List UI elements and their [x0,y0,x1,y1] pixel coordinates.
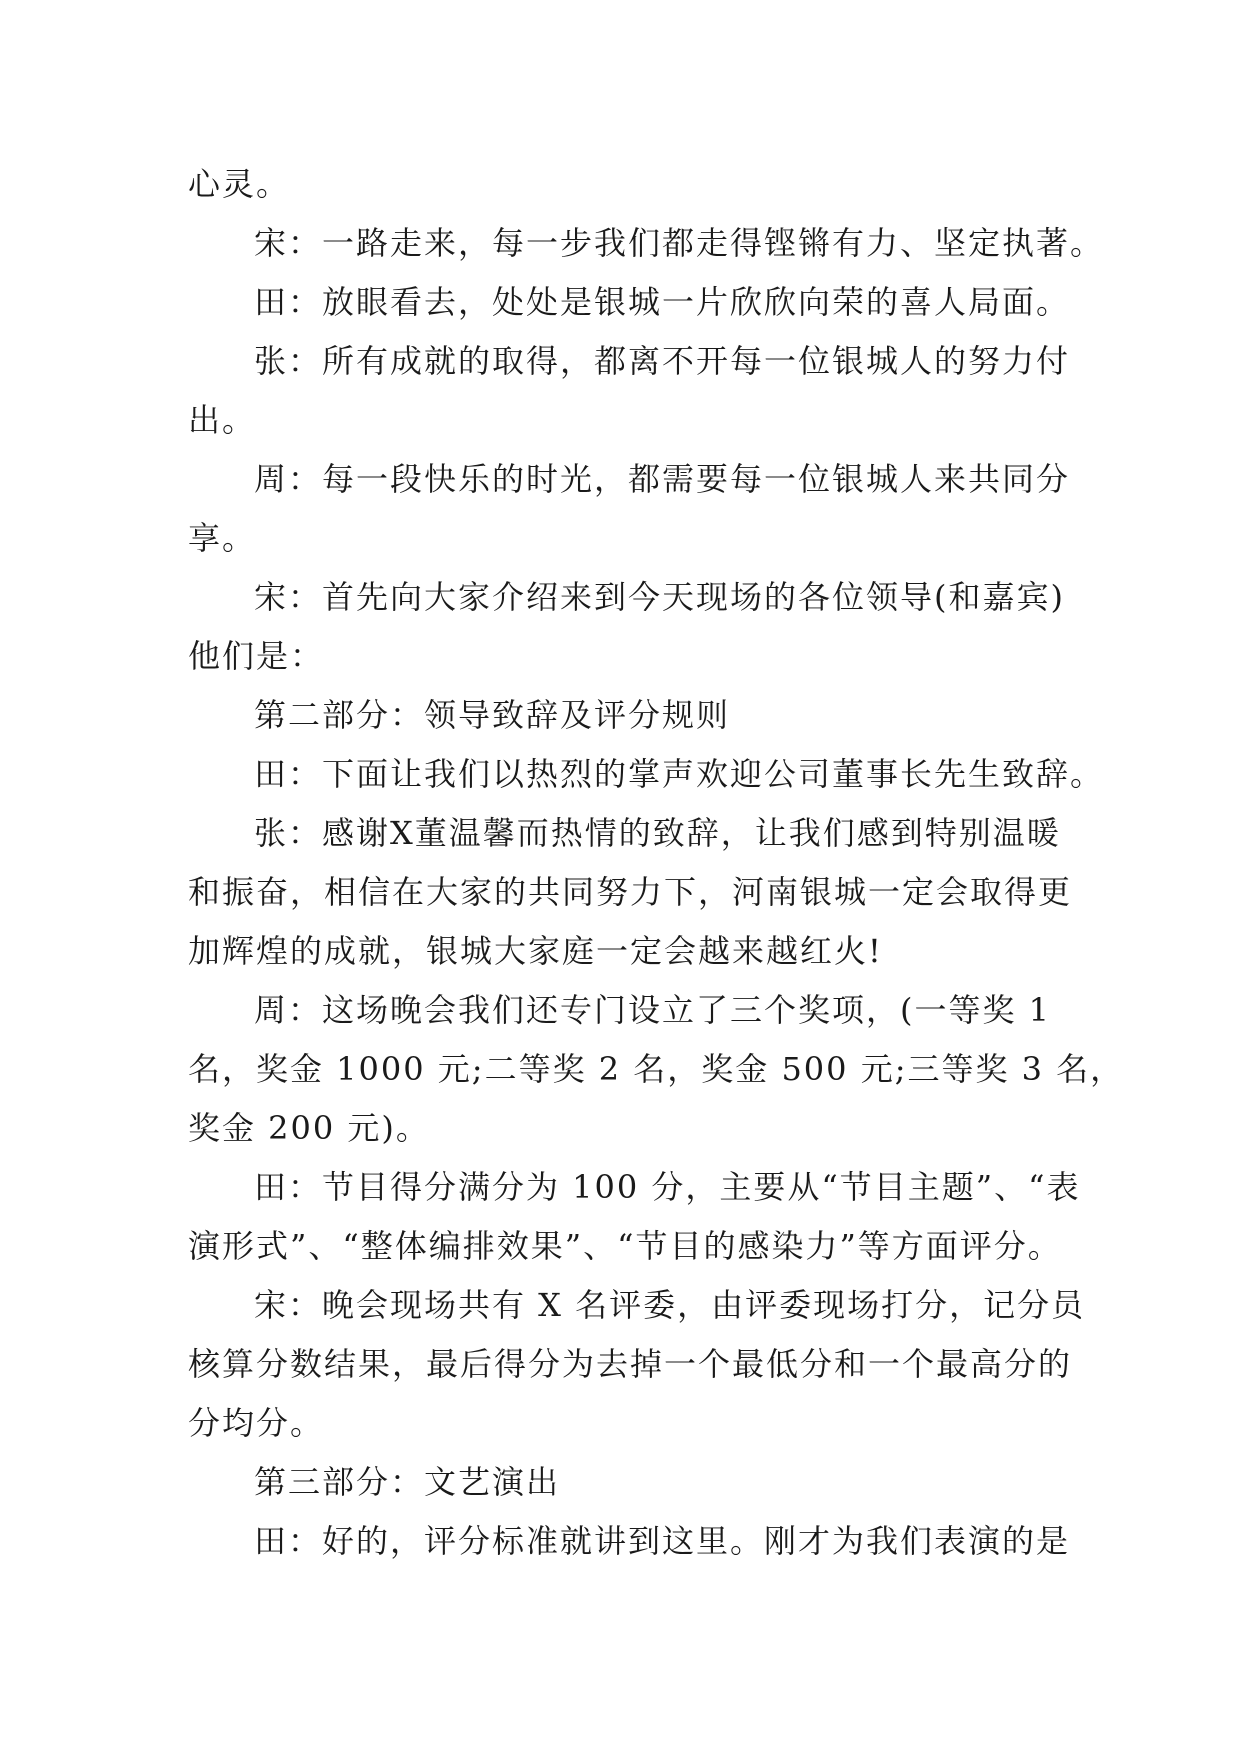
text-line: 享。 [188,519,257,557]
text-line: 加辉煌的成就，银城大家庭一定会越来越红火! [188,932,883,970]
text-line: 演形式”、“整体编排效果”、“节目的感染力”等方面评分。 [188,1227,1062,1265]
text-line: 张：所有成就的取得，都离不开每一位银城人的努力付 [254,342,1071,380]
text-line: 田：好的，评分标准就讲到这里。刚才为我们表演的是 [254,1522,1071,1560]
text-line: 周：每一段快乐的时光，都需要每一位银城人来共同分 [254,460,1071,498]
text-line: 田：放眼看去，处处是银城一片欣欣向荣的喜人局面。 [254,283,1071,321]
text-line: 心灵。 [188,165,291,203]
text-line: 名，奖金 1000 元;二等奖 2 名，奖金 500 元;三等奖 3 名， [188,1050,1125,1088]
text-line: 奖金 200 元)。 [188,1109,430,1147]
text-line: 宋：一路走来，每一步我们都走得铿锵有力、坚定执著。 [254,224,1105,262]
text-line: 田：下面让我们以热烈的掌声欢迎公司董事长先生致辞。 [254,755,1105,793]
document-body [188,155,1125,1571]
text-line: 宋：晚会现场共有 X 名评委，由评委现场打分，记分员 [254,1286,1086,1324]
text-line: 宋：首先向大家介绍来到今天现场的各位领导(和嘉宾) [254,578,1065,616]
section-heading: 第三部分：文艺演出 [254,1463,561,1501]
text-line: 他们是： [188,637,325,675]
text-line: 张：感谢X董温馨而热情的致辞，让我们感到特别温暖 [254,814,1061,852]
text-line: 周：这场晚会我们还专门设立了三个奖项，(一等奖 1 [254,991,1052,1029]
text-line: 和振奋，相信在大家的共同努力下，河南银城一定会取得更 [188,873,1073,911]
text-line: 分均分。 [188,1404,325,1442]
text-line: 出。 [188,401,257,439]
section-heading: 第二部分：领导致辞及评分规则 [254,696,731,734]
text-line: 田：节目得分满分为 100 分，主要从“节目主题”、“表 [254,1168,1081,1206]
text-line: 核算分数结果，最后得分为去掉一个最低分和一个最高分的 [188,1345,1073,1383]
